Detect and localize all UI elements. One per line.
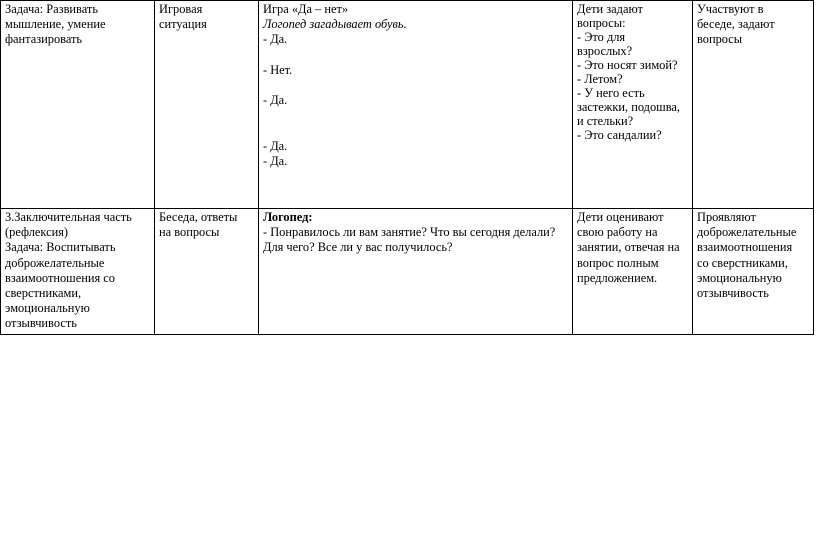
method-text: Беседа, ответы bbox=[159, 210, 238, 224]
children-activity-cell bbox=[573, 209, 693, 335]
task-text: взаимоотношения со bbox=[5, 270, 115, 285]
method-text: Игровая bbox=[159, 2, 203, 16]
task-text: эмоциональную bbox=[5, 301, 90, 316]
result-text: Проявляют bbox=[697, 210, 756, 224]
answer-text: - Да. bbox=[263, 93, 288, 108]
speech-text: - Понравилось ли вам занятие? Что вы сегодня делали? bbox=[263, 225, 556, 240]
task-text: мышление, умение bbox=[5, 17, 106, 32]
task-text: отзывчивость bbox=[5, 316, 77, 331]
result-text: беседе, задают bbox=[697, 17, 775, 32]
children-text: - Это носят зимой? bbox=[577, 58, 678, 72]
children-text: застежки, подошва, bbox=[577, 100, 681, 114]
method-cell bbox=[155, 1, 259, 209]
teacher-activity-cell bbox=[259, 1, 573, 209]
answer-text: - Нет. bbox=[263, 62, 293, 77]
result-text: Участвуют в bbox=[697, 2, 764, 16]
result-text: со сверстниками, bbox=[697, 255, 788, 270]
game-title: Игра «Да – нет» bbox=[263, 2, 349, 16]
children-text: - У него есть bbox=[577, 86, 645, 100]
task-text: Задача: Воспитывать bbox=[5, 240, 116, 255]
children-text: свою работу на bbox=[577, 225, 658, 240]
task-text: (рефлексия) bbox=[5, 225, 69, 240]
table-row bbox=[1, 209, 814, 335]
children-activity-cell bbox=[573, 1, 693, 209]
result-text: вопросы bbox=[697, 32, 743, 47]
game-subtitle: Логопед загадывает обувь. bbox=[263, 17, 407, 32]
speech-text: Для чего? Все ли у вас получилось? bbox=[263, 240, 453, 255]
result-text: эмоциональную bbox=[697, 270, 782, 285]
task-text: 3.Заключительная часть bbox=[5, 210, 132, 224]
answer-text: - Да. bbox=[263, 153, 288, 168]
children-text: вопросы: bbox=[577, 16, 626, 30]
children-text: предложением. bbox=[577, 270, 658, 285]
children-text: - Летом? bbox=[577, 72, 623, 86]
speaker-label: Логопед: bbox=[263, 210, 313, 224]
task-text: сверстниками, bbox=[5, 286, 82, 301]
result-cell bbox=[693, 1, 814, 209]
answer-text: - Да. bbox=[263, 32, 288, 47]
result-text: доброжелательные bbox=[697, 225, 797, 240]
children-text: вопрос полным bbox=[577, 255, 659, 270]
result-cell bbox=[693, 209, 814, 335]
children-text: и стельки? bbox=[577, 114, 634, 128]
children-text: Дети оценивают bbox=[577, 210, 664, 224]
children-text: взрослых? bbox=[577, 44, 633, 58]
teacher-activity-cell bbox=[259, 209, 573, 335]
task-text: Задача: Развивать bbox=[5, 2, 98, 16]
method-text: ситуация bbox=[159, 17, 207, 32]
children-text: Дети задают bbox=[577, 2, 643, 16]
table-row bbox=[1, 1, 814, 209]
method-text: на вопросы bbox=[159, 225, 220, 240]
result-text: отзывчивость bbox=[697, 286, 769, 301]
task-text: фантазировать bbox=[5, 32, 83, 47]
method-cell bbox=[155, 209, 259, 335]
children-text: занятии, отвечая на bbox=[577, 240, 680, 255]
answer-text: - Да. bbox=[263, 138, 288, 153]
children-text: - Это для bbox=[577, 30, 626, 44]
task-cell bbox=[1, 1, 155, 209]
task-text: доброжелательные bbox=[5, 255, 105, 270]
task-cell bbox=[1, 209, 155, 335]
children-text: - Это сандалии? bbox=[577, 128, 662, 142]
result-text: взаимоотношения bbox=[697, 240, 793, 255]
